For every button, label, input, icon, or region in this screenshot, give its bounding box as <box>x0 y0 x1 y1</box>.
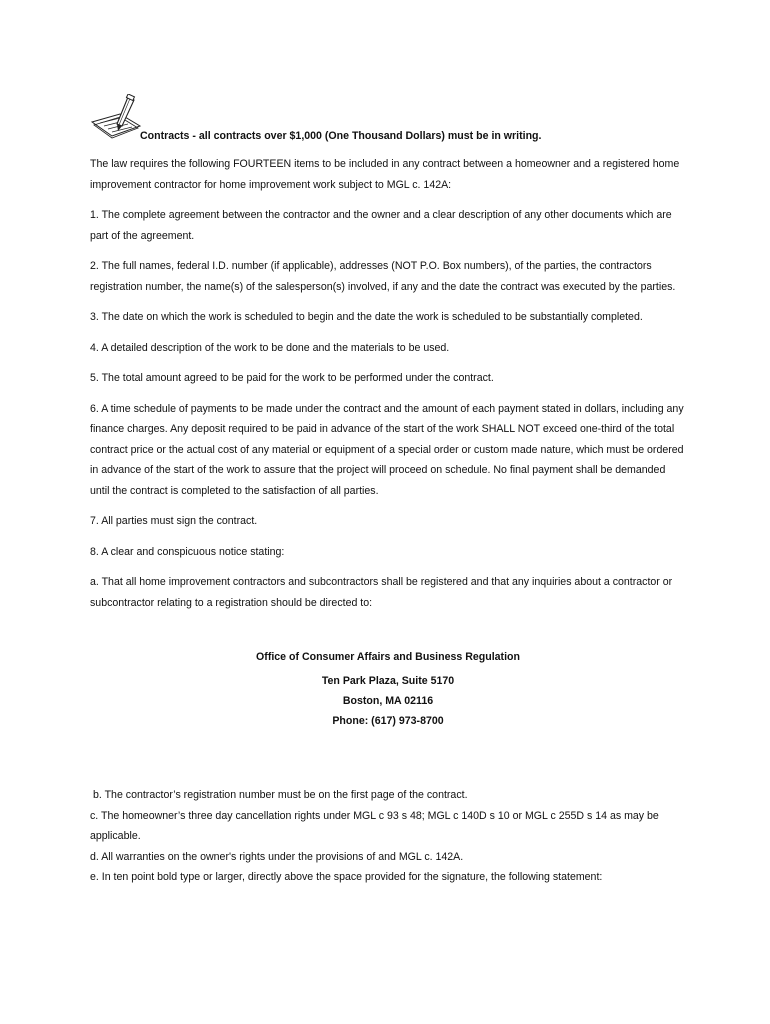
list-item: a. That all home improvement contractors and subcontractors shall be registered and that any inquiries about a contractor or subcontractor relating to a registration should be directed to: <box>90 576 673 609</box>
list-item: 7. All parties must sign the contract. <box>90 515 258 527</box>
sub-list <box>90 785 686 888</box>
sub-item: b. The contractor’s registration number must be on the first page of the contract. <box>93 789 468 801</box>
heading-row <box>90 94 690 144</box>
office-street: Ten Park Plaza, Suite 5170 <box>321 675 455 687</box>
list-item: 3. The date on which the work is scheduled to begin and the date the work is scheduled to be substantially completed. <box>90 311 643 323</box>
document-heading: Contracts - all contracts over $1,000 (One Thousand Dollars) must be in writing. <box>140 130 542 142</box>
document-body <box>90 154 686 888</box>
list-item: 2. The full names, federal I.D. number (if applicable), addresses (NOT P.O. Box numbers), of the parties, the contractors registration number, the name(s) of the salesperson(s) involved, if any and the date the contract was executed by the parties. <box>90 260 676 293</box>
list-item: 8. A clear and conspicuous notice stating: <box>90 545 285 558</box>
list-item: 4. A detailed description of the work to be done and the materials to be used. <box>90 341 450 354</box>
pencil-writing-icon <box>90 94 146 140</box>
list-item: 1. The complete agreement between the contractor and the owner and a clear description of any other documents which are part of the agreement. <box>90 209 672 242</box>
sub-item: c. The homeowner’s three day cancellation rights under MGL c 93 s 48; MGL c 140D s 10 or MGL c 255D s 14 as may be applicable. <box>90 809 659 842</box>
list-item: 5. The total amount agreed to be paid for the work to be performed under the contract. <box>90 372 494 384</box>
sub-item: e. In ten point bold type or larger, directly above the space provided for the signature, the following statement: <box>90 871 603 883</box>
office-name: Office of Consumer Affairs and Business Regulation <box>256 651 520 663</box>
office-city: Boston, MA 02116 <box>342 695 434 707</box>
office-phone: Phone: (617) 973-8700 <box>332 715 444 727</box>
intro-paragraph: The law requires the following FOURTEEN items to be included in any contract between a homeowner and a registered home improvement contractor for home improvement work subject to MGL c. 142A: <box>90 158 680 191</box>
list-item: 6. A time schedule of payments to be made under the contract and the amount of each payment stated in dollars, including any finance charges. Any deposit required to be paid in advance of the start of the work SHALL NOT exceed one-third of the total contract price or the actual cost of any material or equipment of a special order or custom made nature, which must be ordered in advance of the start of the work to assure that the project will proceed on schedule. No final payment shall be demanded until the contract is completed to the satisfaction of all parties. <box>90 402 684 497</box>
sub-item: d. All warranties on the owner's rights under the provisions of and MGL c. 142A. <box>90 850 464 863</box>
